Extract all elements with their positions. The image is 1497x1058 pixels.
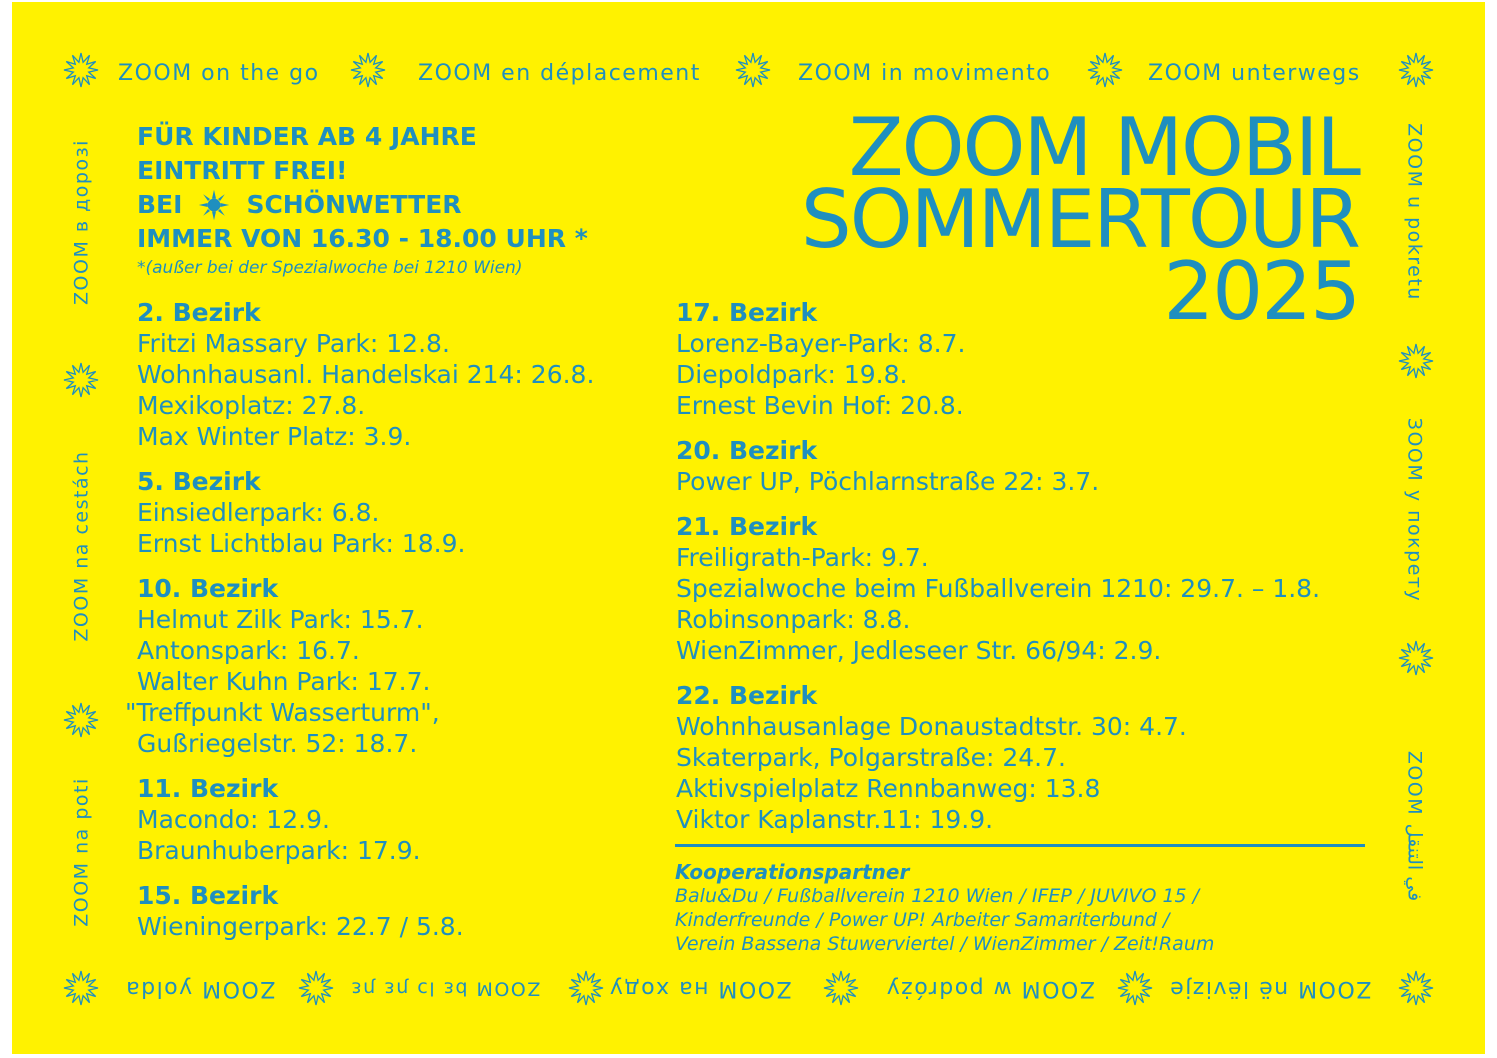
partners-heading: Kooperationspartner xyxy=(675,860,910,884)
top-label-2: ZOOM en déplacement xyxy=(418,61,701,86)
district-heading: 15. Bezirk xyxy=(137,881,279,910)
sun-icon xyxy=(196,189,232,221)
star-icon xyxy=(1398,52,1434,88)
partners-line: Balu&Du / Fußballverein 1210 Wien / IFEP / JUVIVO 15 / xyxy=(675,885,1200,907)
info-footnote: *(außer bei der Spezialwoche bei 1210 Wien) xyxy=(137,258,523,278)
title-line-2: SOMMERTOUR xyxy=(800,173,1359,266)
schedule-entry: Max Winter Platz: 3.9. xyxy=(137,422,412,451)
district-heading: 10. Bezirk xyxy=(137,574,279,603)
bottom-label-3: ZOOM w podróży xyxy=(885,976,1095,1001)
schedule-entry: Spezialwoche beim Fußballverein 1210: 29.7. – 1.8. xyxy=(676,574,1321,603)
left-label-2: ZOOM na cestách xyxy=(70,450,93,642)
title-line-3: 2025 xyxy=(1163,245,1359,338)
top-label-4: ZOOM unterwegs xyxy=(1148,61,1361,86)
star-icon xyxy=(350,52,386,88)
star-icon xyxy=(63,52,99,88)
schedule-entry: Robinsonpark: 8.8. xyxy=(676,605,911,634)
bottom-label-script: ZOOM bɛ lɔ ɲɛ ɲɛ xyxy=(349,977,541,1000)
schedule-entry: Helmut Zilk Park: 15.7. xyxy=(137,605,424,634)
schedule-entry: Macondo: 12.9. xyxy=(137,805,330,834)
left-label-3: ZOOM na poti xyxy=(70,777,93,927)
schedule-entry: Aktivspielplatz Rennbanweg: 13.8 xyxy=(676,774,1101,803)
page-title xyxy=(800,101,1359,338)
star-icon xyxy=(298,970,334,1006)
partners-line: Verein Bassena Stuwerviertel / WienZimmer / Zeit!Raum xyxy=(675,933,1215,955)
district-heading: 20. Bezirk xyxy=(676,436,818,465)
info-weather xyxy=(137,188,588,222)
divider xyxy=(675,844,1365,847)
district-heading: 21. Bezirk xyxy=(676,512,818,541)
schedule-entry: Wieningerpark: 22.7 / 5.8. xyxy=(137,912,464,941)
right-label-2: ЗООМ у покрету xyxy=(1403,417,1426,603)
star-icon xyxy=(1087,52,1123,88)
star-icon xyxy=(1398,343,1434,379)
info-free: EINTRITT FREI! xyxy=(137,156,348,185)
schedule-entry: Antonspark: 16.7. xyxy=(137,636,360,665)
top-label-1: ZOOM on the go xyxy=(118,61,320,86)
right-label-1: ZOOM u pokretu xyxy=(1403,123,1426,301)
schedule-entry: Power UP, Pöchlarnstraße 22: 3.7. xyxy=(676,467,1100,496)
schedule-entry: Walter Kuhn Park: 17.7. xyxy=(137,667,431,696)
left-label-1: ZOOM в дорозі xyxy=(70,139,93,305)
info-weather-suffix: SCHÖNWETTER xyxy=(246,190,462,219)
schedule-entry: Braunhuberpark: 17.9. xyxy=(137,836,421,865)
schedule-entry: Mexikoplatz: 27.8. xyxy=(137,391,366,420)
schedule-left xyxy=(125,297,595,942)
schedule-entry: Skaterpark, Polgarstraße: 24.7. xyxy=(676,743,1066,772)
info-block xyxy=(137,120,588,256)
schedule-entry: "Treffpunkt Wasserturm", xyxy=(125,698,440,727)
schedule-entry: Fritzi Massary Park: 12.8. xyxy=(137,329,450,358)
star-icon xyxy=(1117,970,1153,1006)
partners-line: Kinderfreunde / Power UP! Arbeiter Samariterbund / xyxy=(675,909,1170,931)
schedule-entry: Wohnhausanlage Donaustadtstr. 30: 4.7. xyxy=(676,712,1187,741)
bottom-label-4: ZOOM në lëvizje xyxy=(1168,976,1372,1001)
info-weather-prefix: BEI xyxy=(137,190,183,219)
star-icon xyxy=(63,362,99,398)
district-heading: 2. Bezirk xyxy=(137,298,261,327)
district-heading: 22. Bezirk xyxy=(676,681,818,710)
info-time: IMMER VON 16.30 - 18.00 UHR * xyxy=(137,224,588,253)
schedule-entry: Einsiedlerpark: 6.8. xyxy=(137,498,380,527)
district-heading: 17. Bezirk xyxy=(676,298,818,327)
top-label-3: ZOOM in movimento xyxy=(798,61,1052,86)
star-icon xyxy=(1398,970,1434,1006)
schedule-entry: Gußriegelstr. 52: 18.7. xyxy=(137,729,418,758)
title-line-1: ZOOM MOBIL xyxy=(848,101,1359,194)
district-heading: 11. Bezirk xyxy=(137,774,279,803)
right-label-3: ZOOM في التنقل xyxy=(1403,750,1426,902)
schedule-entry: Ernest Bevin Hof: 20.8. xyxy=(676,391,964,420)
schedule-entry: Viktor Kaplanstr.11: 19.9. xyxy=(676,805,994,834)
bottom-label-2: ZOOM на ходу xyxy=(608,976,792,1001)
schedule-entry: Diepoldpark: 19.8. xyxy=(676,360,908,389)
schedule-entry: WienZimmer, Jedleseer Str. 66/94: 2.9. xyxy=(676,636,1162,665)
schedule-right xyxy=(676,297,1320,835)
schedule-entry: Freiligrath-Park: 9.7. xyxy=(676,543,929,572)
schedule-entry: Ernst Lichtblau Park: 18.9. xyxy=(137,529,466,558)
info-age: FÜR KINDER AB 4 JAHRE xyxy=(137,122,477,151)
schedule-entry: Lorenz-Bayer-Park: 8.7. xyxy=(676,329,966,358)
bottom-label-1: ZOOM yolda xyxy=(124,976,276,1001)
star-icon xyxy=(1398,640,1434,676)
star-icon xyxy=(568,970,604,1006)
star-icon xyxy=(63,702,99,738)
star-icon xyxy=(735,52,771,88)
partners-block xyxy=(675,860,1214,956)
district-heading: 5. Bezirk xyxy=(137,467,261,496)
schedule-entry: Wohnhausanl. Handelskai 214: 26.8. xyxy=(137,360,595,389)
star-icon xyxy=(63,970,99,1006)
star-icon xyxy=(823,970,859,1006)
